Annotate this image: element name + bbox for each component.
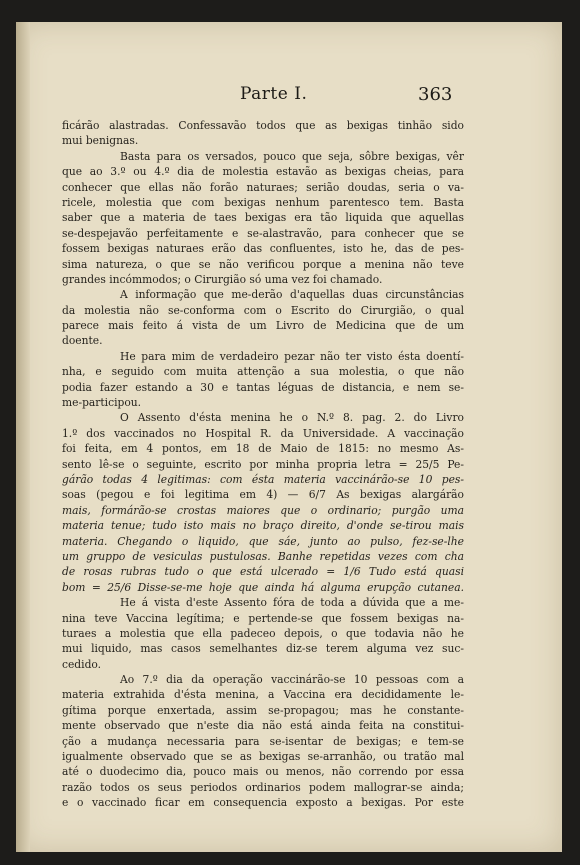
- text-line: igualmente observado que se as bexigas se-arranhão, ou tratão mal: [62, 750, 464, 764]
- text-line: um gruppo de vesiculas pustulosas. Banhe repetidas vezes com cha: [62, 549, 464, 563]
- text-line: materia. Chegando o liquido, que sáe, junto ao pulso, fez-se-lhe: [62, 534, 464, 548]
- text-line: O Assento d'ésta menina he o N.º 8. pag. 2. do Livro: [120, 411, 464, 425]
- text-line: bom = 25/6 Disse-se-me hoje que ainda há alguma erupção cutanea.: [62, 580, 464, 594]
- text-line: até o duodecimo dia, pouco mais ou menos, não correndo por essa: [62, 765, 464, 779]
- text-line: mui benignas.: [62, 134, 139, 148]
- text-line: mente observado que n'este dia não está ainda feita na constitui-: [62, 719, 464, 733]
- text-line: se-despejavão perfeitamente e se-alastravão, para conhecer que se: [62, 226, 464, 240]
- text-line: parece mais feito á vista de um Livro de Medicina que de um: [62, 319, 464, 333]
- text-line: razão todos os seus periodos ordinarios podem mallograr-se ainda;: [62, 780, 464, 794]
- text-line: cedido.: [62, 657, 102, 671]
- text-line: foi feita, em 4 pontos, em 18 de Maio de 1815: no mesmo As-: [62, 442, 464, 456]
- text-line: que ao 3.º ou 4.º dia de molestia estavão as bexigas cheias, para: [62, 165, 464, 179]
- text-line: mais, formárão-se crostas maiores que o ordinario; purgão uma: [62, 503, 464, 517]
- text-line: A informação que me-derão d'aquellas duas circunstâncias: [120, 288, 464, 302]
- book-page: [16, 22, 562, 852]
- text-line: sima natureza, o que se não verificou porque a menina não teve: [62, 257, 464, 271]
- text-line: nha, e seguido com muita attenção a sua molestia, o que não: [62, 365, 464, 379]
- text-line: de rosas rubras tudo o que está ulcerado = 1/6 Tudo está quasi: [62, 565, 464, 579]
- text-line: me-participou.: [62, 396, 142, 410]
- text-line: saber que a materia de taes bexigas era tão liquida que aquellas: [62, 211, 464, 225]
- running-header: [16, 80, 562, 114]
- text-line: doente.: [62, 334, 103, 348]
- text-line: podia fazer estando a 30 e tantas léguas de distancia, e nem se-: [62, 380, 464, 394]
- text-line: ricele, molestia que com bexigas nenhum parentesco tem. Basta: [62, 195, 464, 209]
- page-gutter: [16, 22, 30, 852]
- text-line: ficárão alastradas. Confessavão todos que as bexigas tinhão sido: [62, 119, 464, 132]
- page-number: 363: [418, 84, 453, 105]
- header-title: Parte I.: [240, 84, 308, 104]
- text-line: materia extrahida d'ésta menina, a Vaccina era decididamente le-: [62, 688, 464, 702]
- text-line: materia tenue; tudo isto mais no braço direito, d'onde se-tirou mais: [62, 519, 464, 533]
- text-line: fossem bexigas naturaes erão das confluentes, isto he, das de pes-: [62, 242, 464, 256]
- text-line: da molestia não se-conforma com o Escrito do Cirurgião, o qual: [62, 303, 464, 317]
- text-line: gárão todas 4 legitimas: com ésta materia vaccinárão-se 10 pes-: [62, 472, 464, 486]
- text-line: nina teve Vaccina legítima; e pertende-se que fossem bexigas na-: [62, 611, 464, 625]
- text-line: 1.º dos vaccinados no Hospital R. da Universidade. A vaccinação: [62, 426, 464, 440]
- text-line: He á vista d'este Assento fóra de toda a dúvida que a me-: [120, 596, 464, 610]
- text-line: e o vaccinado ficar em consequencia exposto a bexigas. Por este: [62, 796, 464, 810]
- text-line: conhecer que ellas não forão naturaes; serião doudas, seria o va-: [62, 180, 464, 194]
- text-line: grandes incómmodos; o Cirurgião só uma vez foi chamado.: [62, 272, 383, 286]
- body-text: [62, 118, 464, 811]
- text-line: sento lê-se o seguinte, escrito por minha propria letra = 25/5 Pe-: [62, 457, 464, 471]
- text-line: Ao 7.º dia da operação vaccinárão-se 10 pessoas com a: [120, 673, 464, 687]
- text-line: mui liquido, mas casos semelhantes diz-se terem alguma vez suc-: [62, 642, 464, 656]
- text-line: He para mim de verdadeiro pezar não ter visto ésta doentí-: [120, 349, 464, 363]
- text-line: soas (pegou e foi legitima em 4) — 6/7 As bexigas alargárão: [62, 488, 464, 502]
- text-line: gítima porque enxertada, assim se-propagou; mas he constante-: [62, 703, 464, 717]
- text-line: turaes a molestia que ella padeceo depois, o que todavia não he: [62, 626, 464, 640]
- text-line: ção a mudança necessaria para se-isentar de bexigas; e tem-se: [62, 734, 464, 748]
- text-line: Basta para os versados, pouco que seja, sôbre bexigas, vêr: [120, 149, 464, 163]
